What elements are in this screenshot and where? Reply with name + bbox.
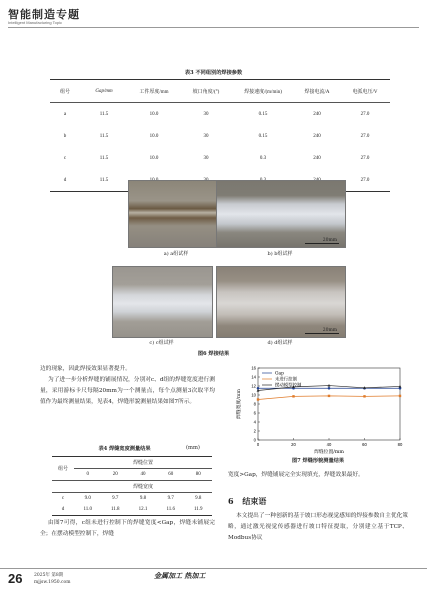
table4-cell: 11.9 bbox=[193, 507, 203, 512]
table4-empty-cell bbox=[52, 481, 74, 493]
page-number: 26 bbox=[8, 571, 23, 586]
table3-cell: 240 bbox=[313, 133, 321, 139]
left-column-text bbox=[40, 364, 215, 408]
legend-label: 未进行控制 bbox=[275, 377, 297, 383]
table3-cell: 27.0 bbox=[360, 133, 370, 139]
table3-cell: 27.0 bbox=[360, 155, 370, 161]
weld-width-chart bbox=[228, 362, 408, 458]
table4-position: 20 bbox=[112, 472, 118, 477]
section-heading bbox=[228, 496, 266, 507]
table4-cell: 9.0 bbox=[84, 496, 91, 501]
scale-label: 20mm bbox=[322, 328, 337, 333]
paragraph: 宽度>Gap，焊缝铺展完全实现填充，焊缝效果最好。 bbox=[228, 472, 364, 478]
paragraph: 由图7可得，c组未进行控制下的焊缝宽度<Gap，焊缝未铺展完全；在摆动模型控制下，焊缝 bbox=[40, 520, 215, 537]
table3-cell: 30 bbox=[203, 133, 209, 139]
scale-line bbox=[305, 243, 339, 244]
weld-photo-d bbox=[216, 266, 346, 338]
x-tick-label: 20 bbox=[291, 442, 296, 447]
table4-position: 80 bbox=[195, 472, 201, 477]
table4-cell: 9.7 bbox=[112, 496, 119, 501]
y-tick-label: 4 bbox=[253, 419, 256, 425]
y-tick-label: 0 bbox=[253, 437, 256, 443]
weld-photo-a bbox=[128, 180, 226, 248]
table3-header: 组号 bbox=[59, 89, 70, 95]
table3-cell: 0.3 bbox=[259, 155, 267, 161]
table-row bbox=[50, 125, 390, 147]
table3 bbox=[50, 79, 390, 192]
table3-cell: 27.0 bbox=[360, 111, 370, 117]
x-tick-label: 40 bbox=[326, 442, 332, 447]
table4-unit: (mm) bbox=[186, 445, 200, 451]
y-tick-label: 12 bbox=[251, 383, 256, 389]
data-point bbox=[328, 387, 331, 390]
y-tick-label: 8 bbox=[253, 401, 256, 407]
table4-width-label: 焊缝宽度 bbox=[132, 485, 153, 490]
table3-cell: 240 bbox=[313, 155, 321, 161]
table4-cell: d bbox=[61, 507, 65, 512]
table3-cell: 10.0 bbox=[149, 133, 159, 139]
table3-cell: 10.0 bbox=[149, 111, 159, 117]
y-tick-label: 14 bbox=[251, 374, 256, 380]
paragraph: 本文提出了一种创新的基于坡口形态视觉感知的焊接参数自主优化策略，通过激光视觉传感器进行坡口特征提取，分别建立基于TCP、Modbus协议 bbox=[228, 513, 408, 541]
legend-label: Gap bbox=[275, 371, 284, 377]
table3-header: 焊接电流/A bbox=[304, 89, 330, 95]
left-column-end-text bbox=[40, 518, 215, 540]
right-column-text bbox=[228, 470, 408, 481]
table4-cell: 12.1 bbox=[138, 507, 148, 512]
table3-header: Gap/mm bbox=[95, 88, 113, 94]
table3-cell: d bbox=[63, 177, 67, 183]
weld-photo-b bbox=[216, 180, 346, 248]
table3-cell: 10.0 bbox=[149, 155, 159, 161]
table-row bbox=[52, 481, 212, 493]
y-axis-label: 焊缝宽度/mm bbox=[237, 389, 242, 419]
photo-label-c: c) c组试样 bbox=[149, 340, 174, 346]
section-title: 结束语 bbox=[242, 496, 267, 506]
data-point bbox=[363, 395, 365, 397]
x-tick-label: 80 bbox=[397, 442, 403, 447]
data-point bbox=[257, 398, 259, 400]
table3-cell: 11.5 bbox=[99, 133, 109, 139]
table4-pos-label: 焊缝位置 bbox=[74, 457, 212, 469]
table3-cell: a bbox=[63, 111, 67, 117]
journal-website: mjjsw.1950.com bbox=[34, 580, 71, 585]
photo-label-a: a) a组试样 bbox=[163, 251, 189, 257]
table4-cell: 11.8 bbox=[110, 507, 120, 512]
data-point bbox=[328, 395, 330, 397]
x-tick-label: 60 bbox=[362, 442, 367, 447]
table3-cell: 0.15 bbox=[258, 133, 268, 139]
y-tick-label: 16 bbox=[251, 365, 256, 371]
table3-cell: 30 bbox=[203, 111, 209, 117]
table3-header: 电弧电压/V bbox=[352, 89, 378, 95]
photo-label-b: b) b组试样 bbox=[267, 251, 293, 257]
y-tick-label: 2 bbox=[253, 428, 256, 434]
table3-cell: b bbox=[63, 133, 67, 139]
header-divider bbox=[8, 27, 419, 28]
journal-section-subtitle: Intelligent Manufacturing Topic bbox=[8, 20, 62, 25]
scale-bar-d bbox=[305, 326, 339, 334]
section-number: 6 bbox=[228, 496, 234, 506]
table-row bbox=[52, 504, 212, 516]
table4-group-label: 组号 bbox=[52, 457, 74, 481]
table4-cell: 11.0 bbox=[83, 507, 93, 512]
table3-cell: 30 bbox=[203, 155, 209, 161]
table3-cell: c bbox=[63, 155, 67, 161]
journal-section-title: 智能制造专题 bbox=[8, 8, 80, 21]
x-tick-label: 0 bbox=[256, 442, 260, 447]
issue-info: 2025年 第8期 bbox=[34, 573, 64, 578]
table3-cell: 240 bbox=[313, 111, 321, 117]
scale-line bbox=[305, 333, 339, 334]
table-row bbox=[52, 469, 212, 481]
table3-header: 焊接速度/(m/min) bbox=[244, 89, 282, 95]
footer-divider bbox=[0, 568, 427, 569]
data-point bbox=[292, 395, 294, 397]
table-row bbox=[50, 147, 390, 169]
scale-bar-b bbox=[305, 236, 339, 244]
table4-caption: 表4 焊缝宽度测量结果 bbox=[98, 446, 151, 452]
table3-cell: 11.5 bbox=[99, 177, 109, 183]
weld-photo-c bbox=[112, 266, 213, 338]
table4-position: 60 bbox=[168, 472, 174, 477]
legend-label: 摆动模型控制 bbox=[275, 383, 302, 389]
table4-position: 40 bbox=[140, 472, 146, 477]
table4 bbox=[52, 456, 212, 516]
paragraph: 为了进一步分析焊缝的铺展情况，分别对c、d组的焊缝宽度进行测量，采用游标卡尺每隔20mm为一个测量点，每个点测量3次取平均值作为最终测量结果，见表4，焊缝形貌测量结果如图7所示。 bbox=[40, 377, 215, 405]
table-row bbox=[50, 103, 390, 126]
table3-header-row bbox=[50, 80, 390, 103]
data-point bbox=[399, 395, 401, 397]
y-tick-label: 6 bbox=[253, 410, 256, 416]
conclusion-text bbox=[228, 511, 408, 544]
table4-cell: 9.8 bbox=[139, 496, 147, 501]
x-axis-label: 焊缝位置/mm bbox=[314, 450, 344, 455]
journal-name: 金属加工 热加工 bbox=[154, 571, 206, 580]
table4-position: 0 bbox=[86, 472, 89, 477]
table3-caption: 表3 不同组别的焊接参数 bbox=[184, 70, 243, 76]
figure7-caption: 图7 焊缝形貌测量结果 bbox=[291, 458, 345, 464]
table3-header: 坡口角度/(°) bbox=[192, 89, 220, 95]
table4-cell: 11.6 bbox=[166, 507, 176, 512]
photo-label-d: d) d组试样 bbox=[267, 340, 293, 346]
paragraph: 边的现象，因此焊接效果显著提升。 bbox=[40, 366, 131, 372]
table3-cell: 11.5 bbox=[99, 111, 109, 117]
table4-cell: 9.8 bbox=[195, 496, 202, 501]
y-tick-label: 10 bbox=[251, 392, 256, 398]
table3-cell: 27.0 bbox=[360, 177, 370, 183]
table-row bbox=[52, 493, 212, 505]
table3-cell: 0.15 bbox=[258, 111, 268, 117]
table4-cell: 9.7 bbox=[167, 496, 174, 501]
figure6-caption: 图6 焊接结果 bbox=[197, 351, 230, 357]
table-row bbox=[52, 457, 212, 469]
scale-label: 20mm bbox=[322, 238, 337, 243]
table3-cell: 11.5 bbox=[99, 155, 109, 161]
table4-cell: c bbox=[61, 496, 65, 501]
table3-header: 工件厚度/mm bbox=[139, 89, 169, 95]
